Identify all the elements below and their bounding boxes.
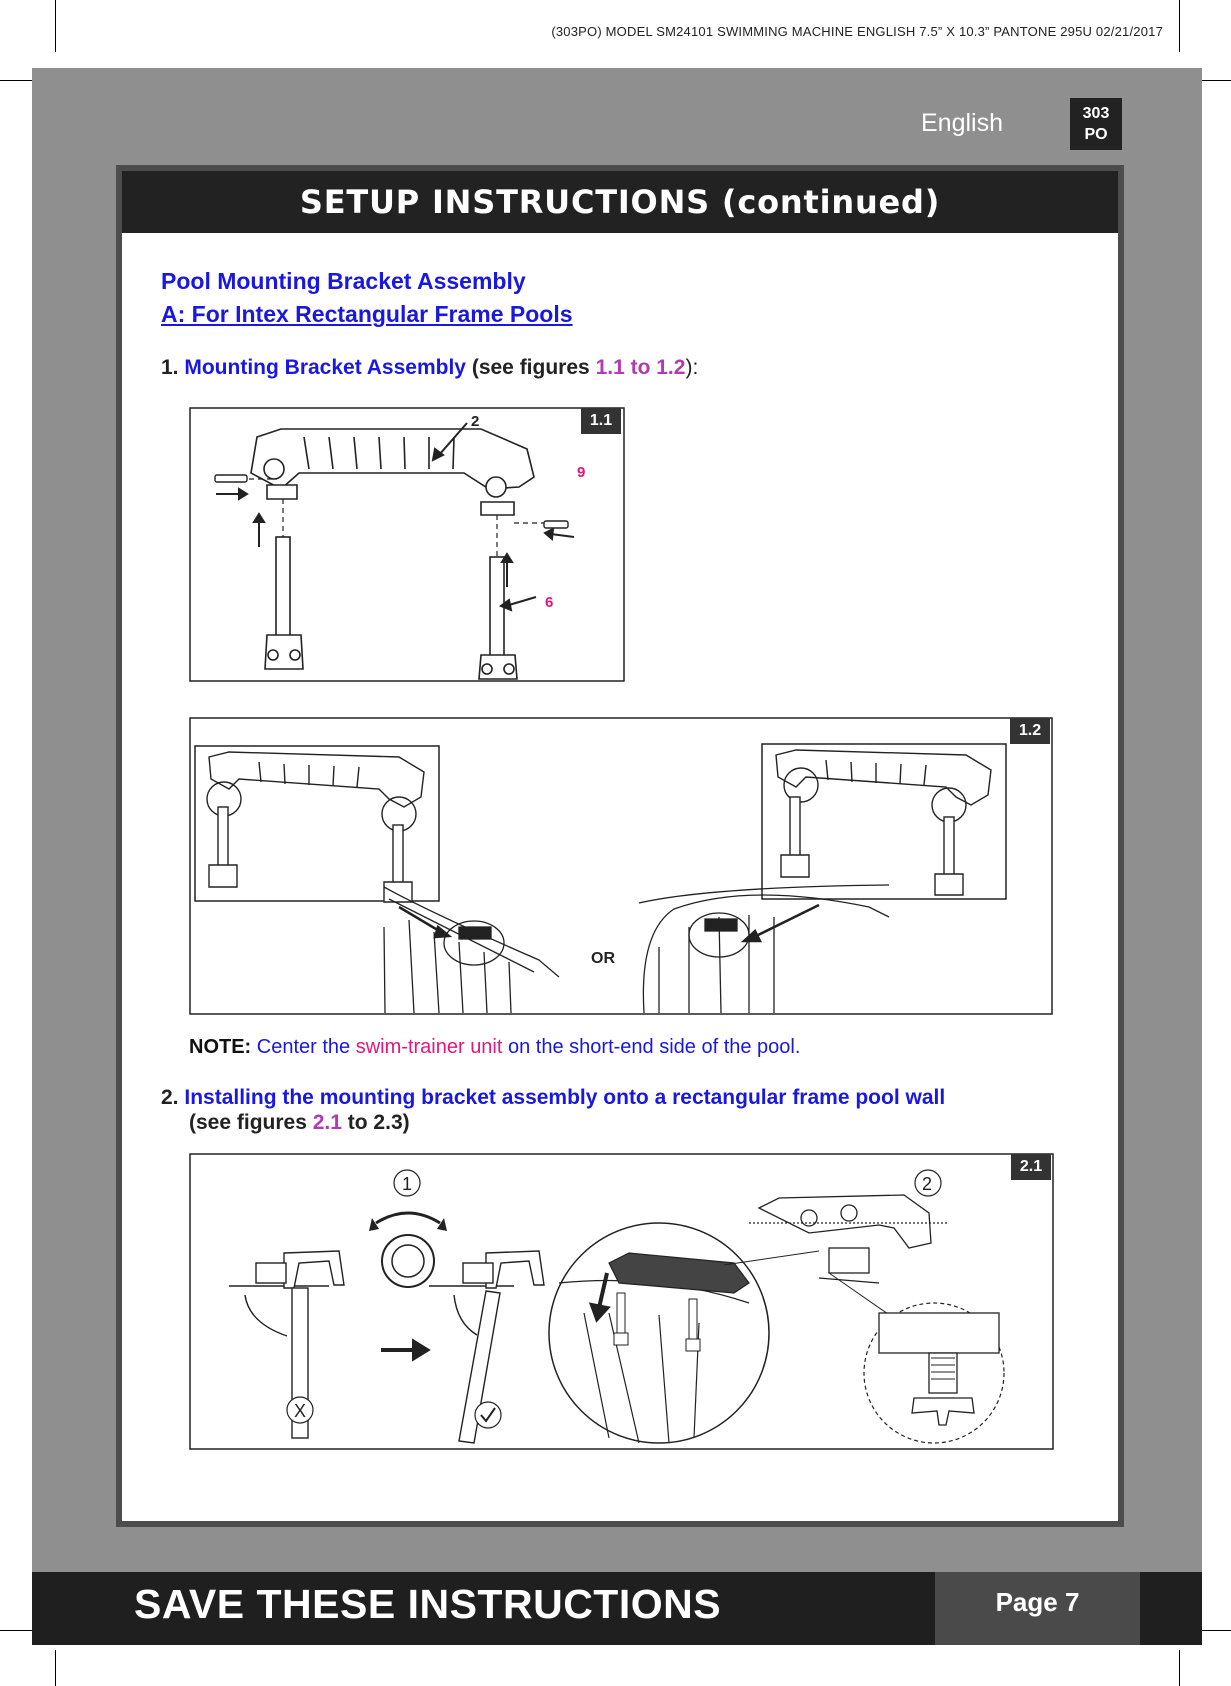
step-1-close: ): [685,356,699,379]
step-2-figure-ref: 2.1 [312,1111,342,1134]
step-number-1: 1 [402,1174,413,1194]
correct-mark-circle [475,1402,501,1428]
figure-1-1-illustration [189,407,625,683]
save-instructions-text: SAVE THESE INSTRUCTIONS [134,1581,722,1627]
note-text-1: Center the [256,1036,351,1058]
step-2-see-line [189,1111,410,1135]
callout-6: 6 [545,594,554,611]
step-2-heading [161,1086,945,1110]
step-2-label: Installing the mounting bracket assembly onto a rectangular frame pool wall [184,1086,946,1109]
language-code-line1: 303 [1082,105,1110,122]
or-label: OR [591,950,615,967]
step-2-close: to 2.3) [347,1111,410,1134]
figure-tag-1-1: 1.1 [581,408,621,434]
print-header: (303PO) MODEL SM24101 SWIMMING MACHINE ENGLISH 7.5” X 10.3” PANTONE 295U 02/21/2017 [551,24,1163,39]
note [189,1036,800,1059]
note-text-2: on the short-end side of the pool. [508,1036,801,1058]
figure-tag-1-2: 1.2 [1010,718,1050,744]
inset-right [762,744,1006,899]
section-title: Pool Mounting Bracket Assembly [161,268,526,294]
step-1-see: (see figures [471,356,590,379]
crop-mark [55,0,56,52]
callout-2: 2 [471,413,480,430]
crop-mark [1179,1650,1180,1686]
figure-1-2 [189,717,1054,1016]
language-label: English [921,109,1003,137]
step-2-number: 2. [161,1086,179,1109]
step-1-heading [161,356,698,380]
note-label: NOTE: [189,1036,252,1058]
step-1-figure-ref: 1.1 to 1.2 [595,356,686,379]
section-subtitle: A: For Intex Rectangular Frame Pools [161,301,573,327]
figure-2-1 [189,1153,1055,1451]
callout-9: 9 [577,464,586,481]
inset-left [195,746,439,902]
crop-mark [55,1650,56,1686]
figure-tag-2-1: 2.1 [1011,1154,1051,1180]
language-code-badge [1070,98,1122,150]
wrong-mark: X [294,1401,307,1421]
note-highlight: swim-trainer unit [355,1036,503,1058]
crop-mark [1179,0,1180,52]
page-number: Page 7 [935,1572,1140,1645]
language-code-line2: PO [1084,126,1108,143]
mounted-bracket-detail [549,1223,769,1443]
panel-title: SETUP INSTRUCTIONS (continued) [122,171,1118,233]
step-2-see: (see figures [189,1111,307,1134]
step-number-2: 2 [922,1174,933,1194]
screw-detail [864,1303,1004,1443]
step-1-number: 1. [161,356,179,379]
figure-1-1 [189,407,625,683]
step-1-label: Mounting Bracket Assembly [184,356,466,379]
figure-1-2-illustration [189,717,1054,1016]
figure-2-1-illustration [189,1153,1055,1451]
